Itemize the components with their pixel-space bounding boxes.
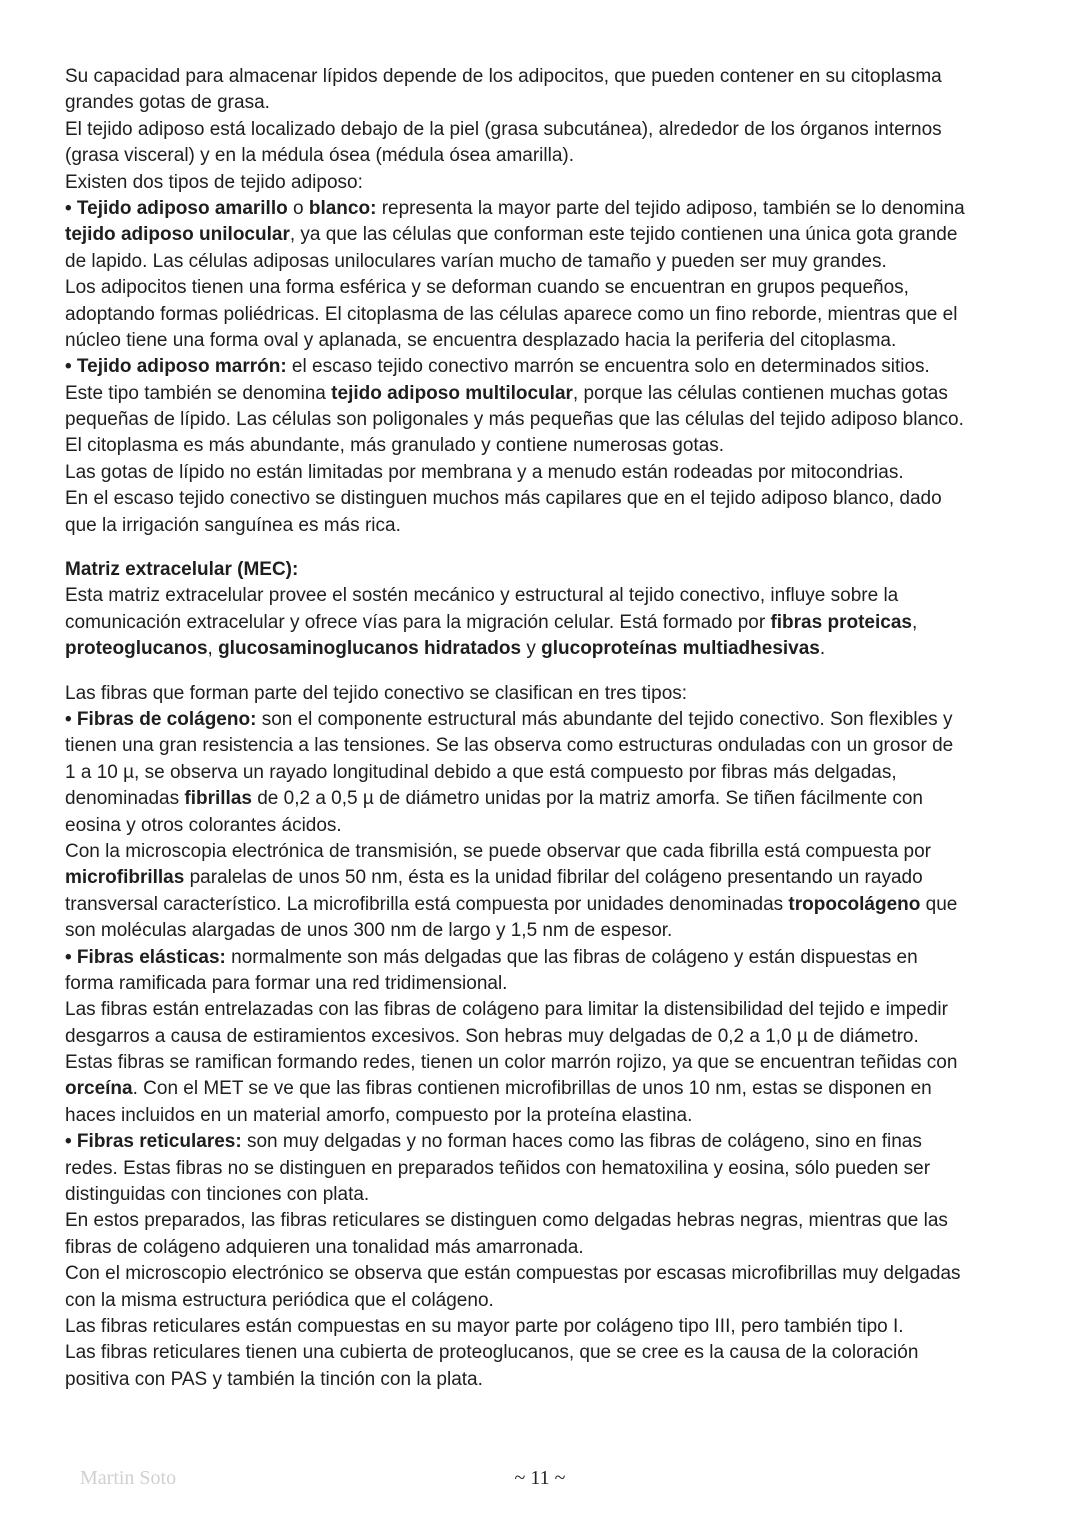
text-run: de 0,2 a 0,5 µ de diámetro unidas por la matriz amorfa. Se tiñen fácilmente con — [251, 788, 923, 810]
text-line — [65, 733, 1025, 759]
text-line — [65, 1314, 1025, 1340]
text-line — [65, 707, 1025, 733]
bold-term: glucoproteínas multiadhesivas — [541, 638, 820, 660]
footer-author: Martin Soto — [80, 1467, 177, 1489]
text-run: , porque las células contienen muchas gotas — [572, 382, 948, 404]
text-line — [65, 170, 1025, 196]
text-line — [65, 1156, 1025, 1182]
text-line — [65, 90, 1025, 116]
text-run: forma ramificada para formar una red tridimensional. — [65, 972, 508, 994]
text-line — [65, 1367, 1025, 1393]
text-line — [65, 1024, 1025, 1050]
text-line — [65, 1235, 1025, 1261]
text-run: de lapido. Las células adiposas uniloculares varían mucho de tamaño y pueden ser muy grandes. — [65, 250, 887, 272]
bold-term: glucosaminoglucanos hidratados — [218, 638, 522, 660]
text-run: Los adipocitos tienen una forma esférica y se deforman cuando se encuentran en grupos pequeños, — [65, 277, 909, 299]
text-run: 1 a 10 µ, se observa un rayado longitudinal debido a que está compuesto por fibras más delgadas, — [65, 761, 897, 783]
text-line — [65, 460, 1025, 486]
text-line — [65, 275, 1025, 301]
bold-term: blanco: — [308, 197, 377, 219]
bold-term: Matriz extracelular (MEC): — [65, 559, 299, 581]
text-run: paralelas de unos 50 nm, ésta es la unidad fibrilar del colágeno presentando un rayado — [184, 867, 923, 889]
bold-term: tropocolágeno — [788, 893, 921, 915]
text-line — [65, 681, 1025, 707]
text-run: normalmente son más delgadas que las fibras de colágeno y están dispuestas en — [225, 946, 918, 968]
text-line — [65, 760, 1025, 786]
text-run: , — [911, 611, 918, 633]
text-line — [65, 1182, 1025, 1208]
text-run: Existen dos tipos de tejido adiposo: — [65, 171, 363, 193]
bold-term: • Tejido adiposo marrón: — [65, 356, 287, 378]
text-run: , — [207, 638, 219, 660]
text-run: pequeñas de lípido. Las células son poligonales y más pequeñas que las células del tejido adiposo blanco. — [65, 409, 964, 431]
bold-term: • Fibras de colágeno: — [65, 708, 257, 730]
text-run: Su capacidad para almacenar lípidos depende de los adipocitos, que pueden contener en su citoplasma — [65, 66, 942, 87]
text-line — [65, 865, 1025, 891]
text-line — [65, 407, 1025, 433]
bold-term: • Tejido adiposo amarillo — [65, 197, 288, 219]
text-run: Las fibras reticulares están compuestas en su mayor parte por colágeno tipo III, pero también tipo I. — [65, 1315, 904, 1337]
text-line — [65, 196, 1025, 222]
text-run: desgarros a causa de estiramientos excesivos. Son hebras muy delgadas de 0,2 a 1,0 µ de diámetro. — [65, 1025, 919, 1047]
text-line — [65, 302, 1025, 328]
text-line — [65, 610, 1025, 636]
text-line — [65, 222, 1025, 248]
text-line — [65, 1050, 1025, 1076]
text-run: haces incluidos en un material amorfo, compuesto por la proteína elastina. — [65, 1104, 693, 1126]
text-run: Estas fibras se ramifican formando redes, tienen un color marrón rojizo, ya que se encuentran teñidas con — [65, 1052, 958, 1074]
text-line — [65, 918, 1025, 944]
paragraph-gap — [65, 539, 1025, 557]
text-run: Las gotas de lípido no están limitadas por membrana y a menudo están rodeadas por mitocondrias. — [65, 461, 904, 483]
text-run: Las fibras reticulares tienen una cubierta de proteoglucanos, que se cree es la causa de la coloración — [65, 1342, 919, 1364]
text-line — [65, 328, 1025, 354]
text-run: Las fibras que forman parte del tejido conectivo se clasifican en tres tipos: — [65, 682, 688, 704]
text-line — [65, 143, 1025, 169]
text-line — [65, 513, 1025, 539]
text-run: (grasa visceral) y en la médula ósea (médula ósea amarilla). — [65, 145, 575, 167]
text-run: redes. Estas fibras no se distinguen en preparados teñidos con hematoxilina y eosina, sólo pueden ser — [65, 1157, 931, 1179]
text-line — [65, 433, 1025, 459]
bold-term: • Fibras reticulares: — [65, 1131, 242, 1153]
text-line — [65, 839, 1025, 865]
bold-term: tejido adiposo unilocular — [65, 224, 290, 246]
text-run: El citoplasma es más abundante, más granulado y contiene numerosas gotas. — [65, 435, 725, 457]
text-line — [65, 997, 1025, 1023]
text-run: , ya que las células que conforman este tejido contienen una única gota grande — [289, 224, 958, 246]
text-run: comunicación extracelular y ofrece vías para la migración celular. Está formado por — [65, 611, 771, 633]
text-line — [65, 1261, 1025, 1287]
text-line — [65, 557, 1025, 583]
text-line — [65, 1103, 1025, 1129]
text-line — [65, 1208, 1025, 1234]
bold-term: • Fibras elásticas: — [65, 946, 226, 968]
text-run: son el componente estructural más abundante del tejido conectivo. Son flexibles y — [256, 708, 953, 730]
text-run: tienen una gran resistencia a las tensiones. Se las observa como estructuras onduladas con un grosor de — [65, 735, 954, 757]
text-run: y — [521, 638, 542, 660]
text-run: son muy delgadas y no forman haces como las fibras de colágeno, sino en finas — [241, 1131, 922, 1153]
text-run: Con el microscopio electrónico se observa que están compuestas por escasas microfibrillas muy delgadas — [65, 1263, 961, 1285]
text-line — [65, 1340, 1025, 1366]
bold-term: orceína — [65, 1078, 133, 1100]
text-run: son moléculas alargadas de unos 300 nm de largo y 1,5 nm de espesor. — [65, 920, 673, 942]
text-line — [65, 486, 1025, 512]
text-run: transversal característico. La microfibrilla está compuesta por unidades denominadas — [65, 893, 789, 915]
text-run: núcleo tiene una forma oval y aplanada, se encuentra desplazado hacia la periferia del citoplasma. — [65, 329, 897, 351]
text-run: Las fibras están entrelazadas con las fibras de colágeno para limitar la distensibilidad del tejido e impedir — [65, 999, 948, 1021]
paragraph-gap — [65, 663, 1025, 681]
paragraph-block — [65, 64, 1025, 539]
text-run: con la misma estructura periódica que el colágeno. — [65, 1289, 494, 1311]
text-run: eosina y otros colorantes ácidos. — [65, 814, 342, 836]
bold-term: proteoglucanos — [65, 638, 208, 660]
text-line — [65, 1076, 1025, 1102]
bold-term: fibras proteicas — [770, 611, 912, 633]
text-line — [65, 583, 1025, 609]
text-line — [65, 117, 1025, 143]
text-run: representa la mayor parte del tejido adiposo, también se lo denomina — [376, 197, 965, 219]
text-line — [65, 1288, 1025, 1314]
document-body — [65, 64, 1025, 1393]
text-run: En estos preparados, las fibras reticulares se distinguen como delgadas hebras negras, mientras que las — [65, 1210, 948, 1232]
text-run: El tejido adiposo está localizado debajo de la piel (grasa subcutánea), alrededor de los órganos internos — [65, 118, 942, 140]
text-run: Este tipo también se denomina — [65, 382, 332, 404]
text-run: grandes gotas de grasa. — [65, 92, 270, 114]
text-run: el escaso tejido conectivo marrón se encuentra solo en determinados sitios. — [286, 356, 930, 378]
text-run: o — [287, 197, 309, 219]
text-line — [65, 1129, 1025, 1155]
paragraph-block — [65, 681, 1025, 1394]
text-run: adoptando formas poliédricas. El citoplasma de las células aparece como un fino reborde, mientras que el — [65, 303, 958, 325]
text-line — [65, 892, 1025, 918]
text-line — [65, 64, 1025, 90]
paragraph-block — [65, 557, 1025, 663]
text-run: En el escaso tejido conectivo se distinguen muchos más capilares que en el tejido adiposo blanco, dado — [65, 488, 942, 510]
text-run: distinguidas con tinciones con plata. — [65, 1184, 370, 1206]
bold-term: microfibrillas — [65, 867, 185, 889]
text-run: . Con el MET se ve que las fibras contienen microfibrillas de unos 10 nm, estas se disponen en — [132, 1078, 932, 1100]
text-run: que — [920, 893, 958, 915]
text-line — [65, 971, 1025, 997]
text-line — [65, 354, 1025, 380]
text-line — [65, 381, 1025, 407]
text-run: denominadas — [65, 788, 185, 810]
text-line — [65, 249, 1025, 275]
text-line — [65, 813, 1025, 839]
bold-term: fibrillas — [184, 788, 252, 810]
text-run: Con la microscopia electrónica de transmisión, se puede observar que cada fibrilla está compuesta por — [65, 840, 932, 862]
text-line — [65, 945, 1025, 971]
text-run: que la irrigación sanguínea es más rica. — [65, 514, 401, 536]
page-number: ~ 11 ~ — [514, 1467, 566, 1489]
text-line — [65, 636, 1025, 662]
text-run: fibras de colágeno adquieren una tonalidad más amarronada. — [65, 1236, 584, 1258]
text-line — [65, 786, 1025, 812]
text-run: positiva con PAS y también la tinción con la plata. — [65, 1368, 483, 1390]
text-run: Esta matriz extracelular provee el sostén mecánico y estructural al tejido conectivo, influye sobre la — [65, 585, 899, 607]
text-run: . — [819, 638, 826, 660]
bold-term: tejido adiposo multilocular — [331, 382, 573, 404]
